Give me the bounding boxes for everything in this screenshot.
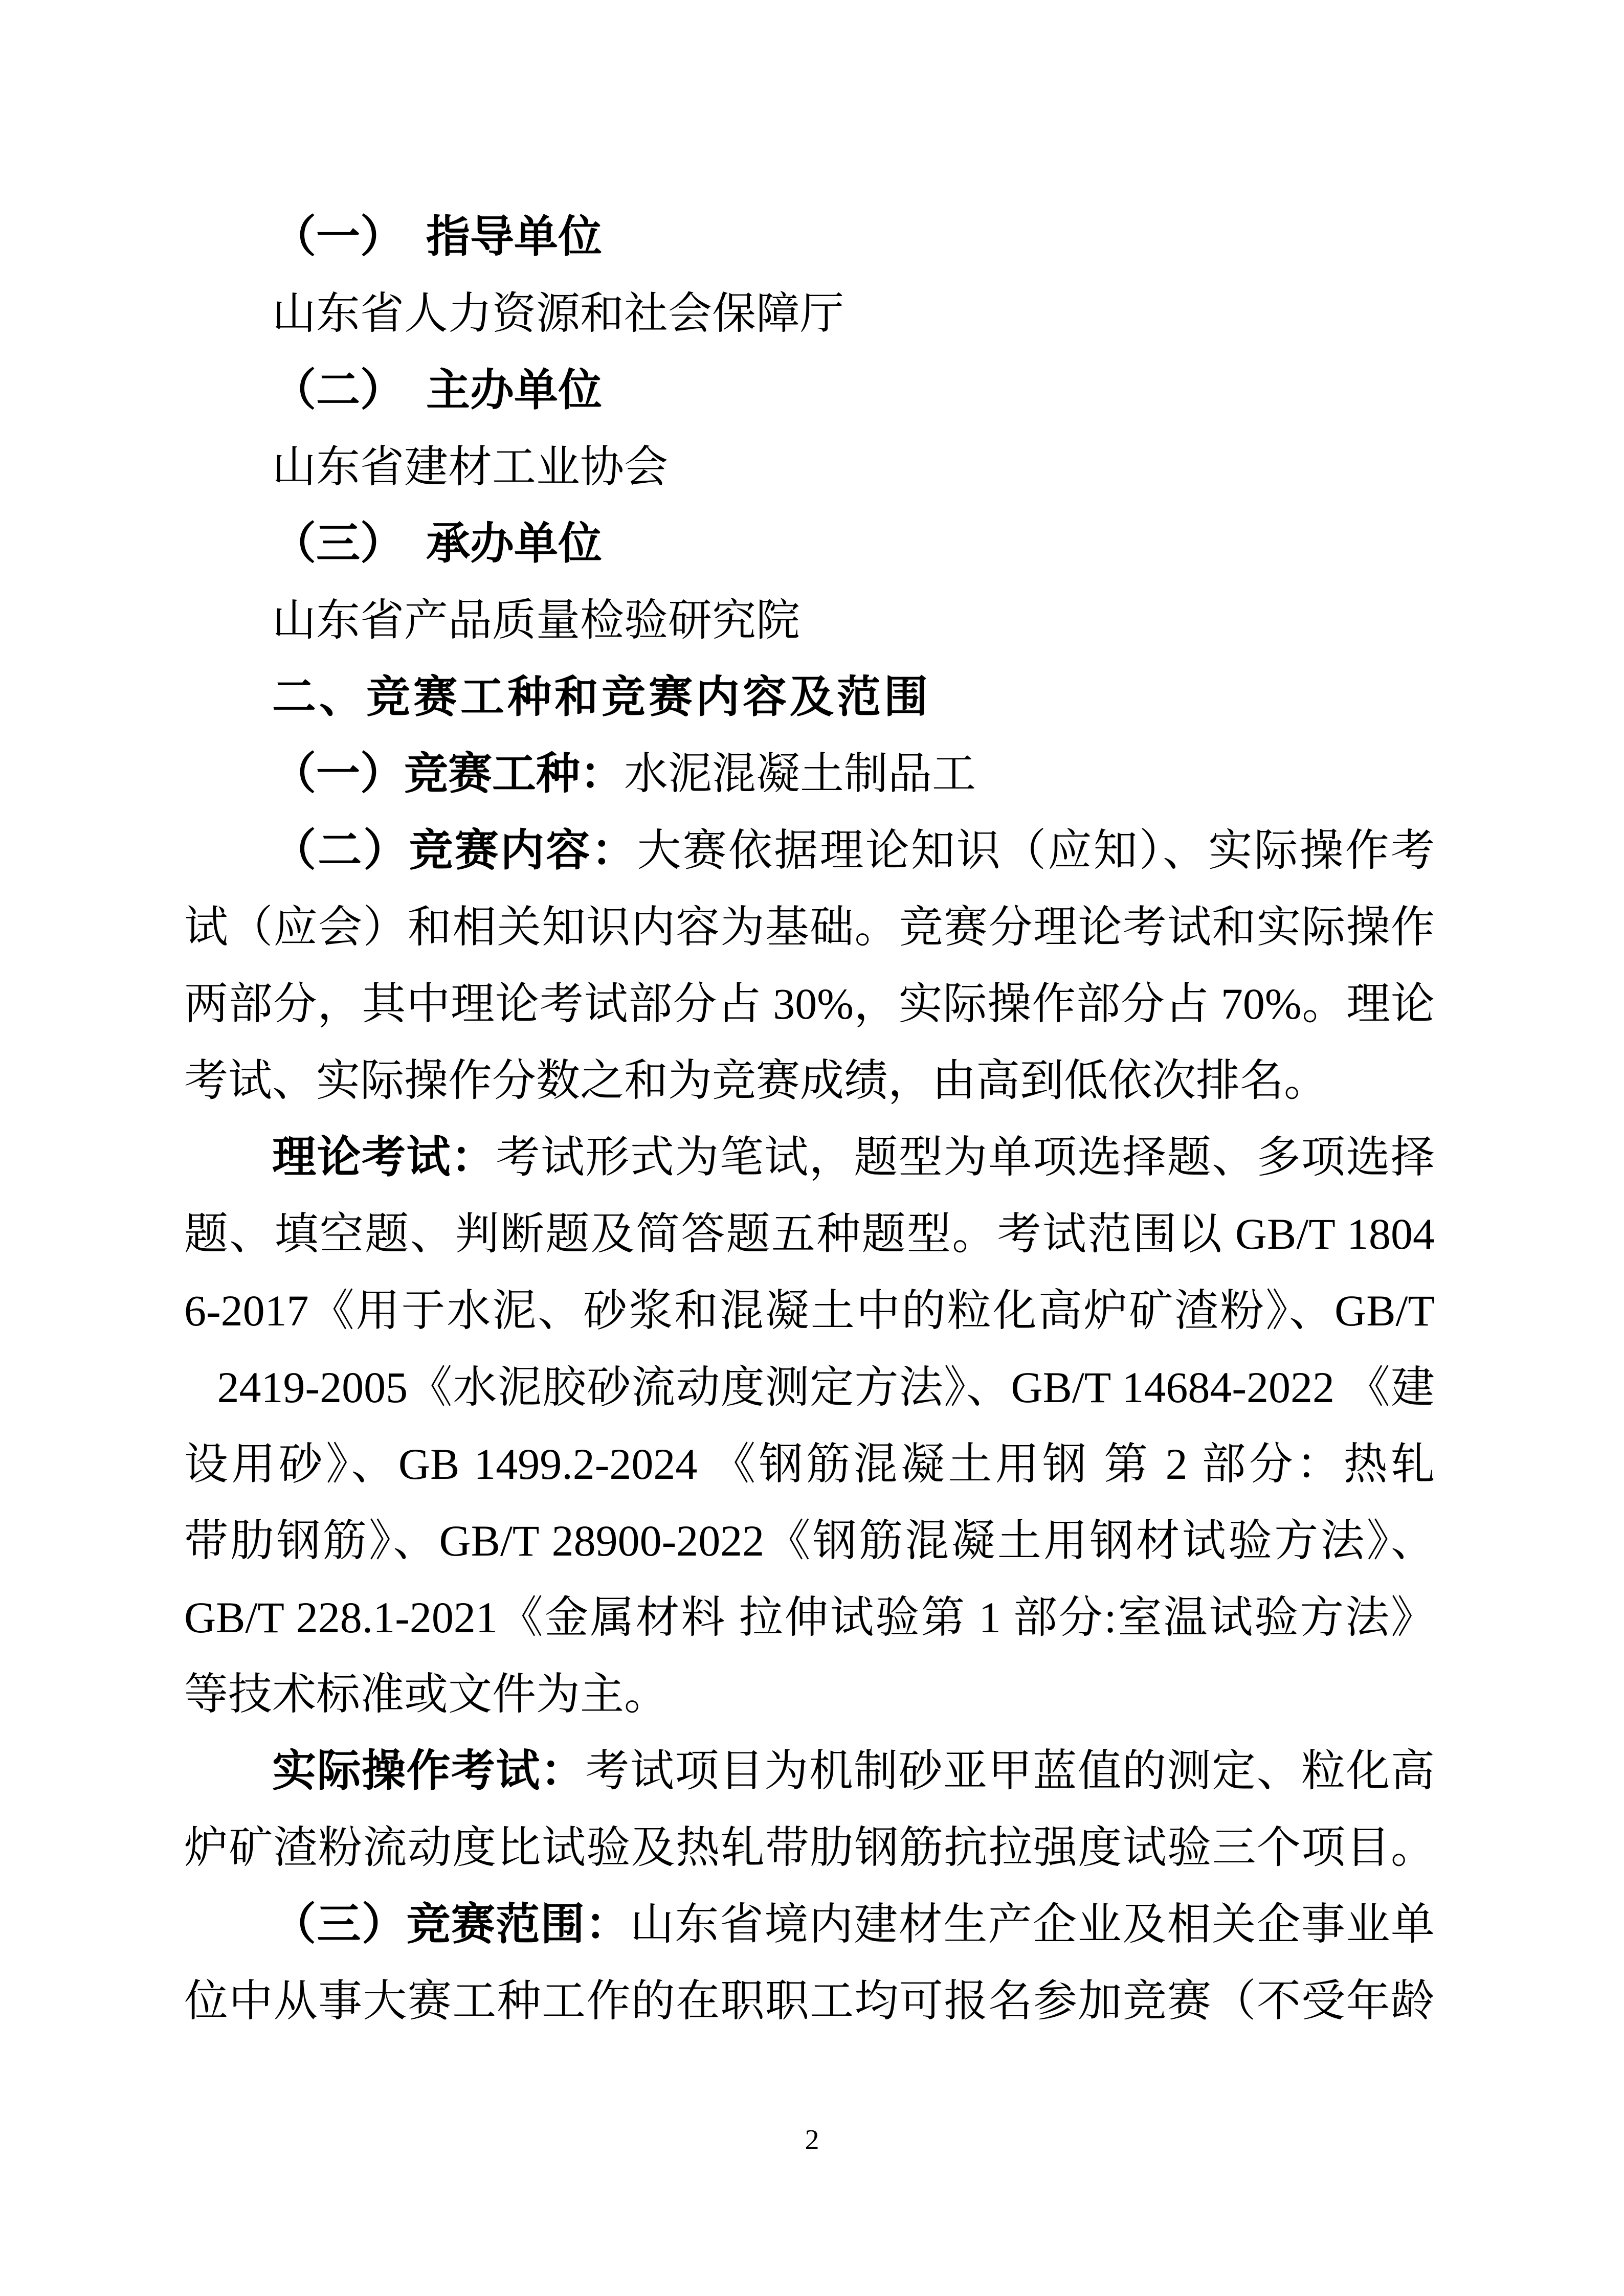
- text-segment: 题、填空题、判断题及简答题五种题型。考试范围以 GB/T 1804: [184, 1209, 1435, 1258]
- document-body: [184, 198, 1435, 2039]
- text-line-3: [184, 352, 1435, 429]
- lead-in-text: （一）竞赛工种：: [272, 749, 624, 798]
- text-segment: （一） 指导单位: [272, 212, 602, 261]
- text-segment: 炉矿渣粉流动度比试验及热轧带肋钢筋抗拉强度试验三个项目。: [184, 1823, 1435, 1872]
- text-line-8: [184, 735, 1435, 812]
- text-line-12: [184, 1042, 1435, 1119]
- text-segment: 考试、实际操作分数之和为竞赛成绩，由高到低依次排名。: [184, 1056, 1328, 1105]
- text-line-10: [184, 889, 1435, 965]
- lead-in-text: 理论考试：: [272, 1133, 496, 1182]
- text-segment: 位中从事大赛工种工作的在职职工均可报名参加竞赛（不受年龄: [184, 1976, 1435, 2025]
- text-segment: 设用砂》、GB 1499.2-2024 《钢筋混凝土用钢 第 2 部分：热轧: [184, 1439, 1435, 1489]
- text-line-22: [184, 1809, 1435, 1886]
- text-line-9: [184, 812, 1435, 889]
- text-segment: 6-2017《用于水泥、砂浆和混凝土中的粒化高炉矿渣粉》、GB/T: [184, 1286, 1435, 1335]
- text-line-15: [184, 1272, 1435, 1349]
- text-line-23: [184, 1886, 1435, 1963]
- text-segment: （二） 主办单位: [272, 366, 602, 415]
- text-line-16: [184, 1349, 1435, 1426]
- page-number: 2: [805, 2124, 819, 2156]
- text-line-19: [184, 1579, 1435, 1656]
- text-line-6: [184, 582, 1435, 659]
- text-segment: 水泥混凝土制品工: [624, 749, 976, 798]
- text-segment: 山东省建材工业协会: [272, 442, 668, 491]
- text-line-13: [184, 1119, 1435, 1196]
- text-segment: 试（应会）和相关知识内容为基础。竞赛分理论考试和实际操作: [184, 903, 1435, 952]
- text-segment: 等技术标准或文件为主。: [184, 1670, 668, 1719]
- text-line-5: [184, 505, 1435, 582]
- text-segment: GB/T 228.1-2021《金属材料 拉伸试验第 1 部分:室温试验方法》: [184, 1593, 1435, 1642]
- text-segment: 山东省人力资源和社会保障厅: [272, 289, 844, 338]
- text-line-24: [184, 1963, 1435, 2039]
- text-segment: 考试项目为机制砂亚甲蓝值的测定、粒化高: [585, 1746, 1435, 1795]
- text-line-4: [184, 429, 1435, 505]
- text-line-7: [184, 659, 1435, 735]
- text-line-20: [184, 1656, 1435, 1732]
- text-segment: （三） 承办单位: [272, 519, 602, 568]
- text-segment: 山东省境内建材生产企业及相关企事业单: [630, 1900, 1435, 1949]
- text-line-21: [184, 1732, 1435, 1809]
- text-line-17: [184, 1426, 1435, 1502]
- text-line-2: [184, 275, 1435, 352]
- text-segment: 山东省产品质量检验研究院: [272, 596, 800, 645]
- lead-in-text: （三）竞赛范围：: [272, 1900, 630, 1949]
- text-segment: 2419-2005《水泥胶砂流动度测定方法》、GB/T 14684-2022 《建: [217, 1363, 1435, 1412]
- lead-in-text: 实际操作考试：: [272, 1746, 586, 1795]
- text-segment: 两部分，其中理论考试部分占 30%，实际操作部分占 70%。理论: [184, 979, 1435, 1028]
- text-line-18: [184, 1502, 1435, 1579]
- text-line-11: [184, 965, 1435, 1042]
- text-line-14: [184, 1196, 1435, 1272]
- text-line-1: [184, 198, 1435, 275]
- text-segment: 带肋钢筋》、GB/T 28900-2022《钢筋混凝土用钢材试验方法》、: [184, 1516, 1435, 1565]
- text-segment: 考试形式为笔试，题型为单项选择题、多项选择: [496, 1133, 1435, 1182]
- lead-in-text: （二）竞赛内容：: [272, 826, 637, 875]
- text-segment: 二、竞赛工种和竞赛内容及范围: [272, 672, 931, 722]
- text-segment: 大赛依据理论知识（应知）、实际操作考: [637, 826, 1435, 875]
